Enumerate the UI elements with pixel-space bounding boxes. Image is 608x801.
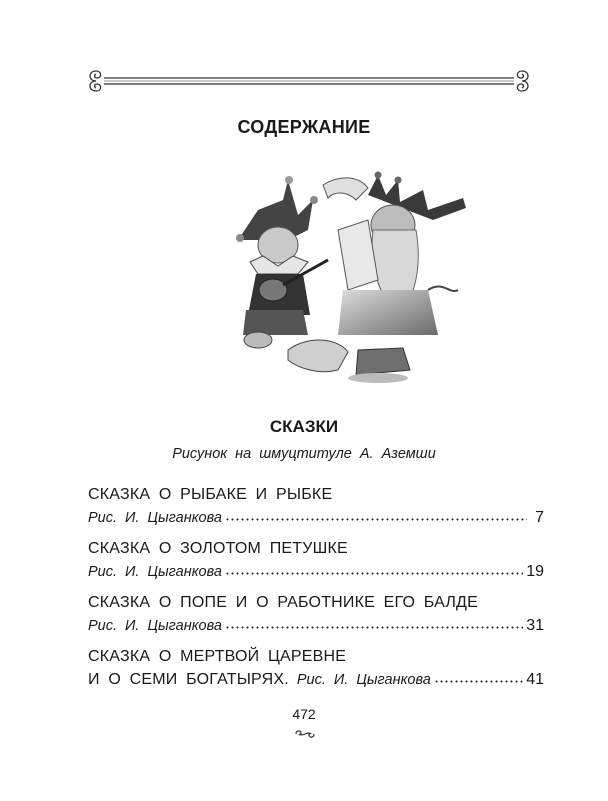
page-title: СОДЕРЖАНИЕ	[237, 117, 371, 137]
toc-entry-page: 31	[526, 617, 544, 634]
jesters-illustration-icon	[228, 170, 478, 385]
toc-entry-title-continued: И О СЕМИ БОГАТЫРЯХ.	[88, 671, 289, 688]
toc-entry[interactable]	[88, 483, 544, 529]
top-ornament-icon	[86, 66, 532, 96]
toc-entry-author: Рис. И. Цыганкова	[296, 672, 431, 688]
toc-entry[interactable]	[88, 537, 544, 583]
toc-entry-line	[88, 669, 544, 691]
section-title: СКАЗКИ	[269, 417, 339, 436]
toc-entry-title: СКАЗКА О МЕРТВОЙ ЦАРЕВНЕ	[88, 648, 347, 665]
toc-entry-title: СКАЗКА О ЗОЛОТОМ ПЕТУШКЕ	[88, 540, 348, 557]
toc-entry-page: 19	[526, 563, 544, 580]
toc-entry-page: 7	[535, 509, 544, 526]
dot-leader	[225, 518, 527, 521]
dot-leader	[225, 572, 523, 575]
toc-entry-author: Рис. И. Цыганкова	[88, 564, 222, 580]
bottom-ornament-icon	[294, 728, 316, 740]
toc-entry-author: Рис. И. Цыганкова	[88, 510, 222, 526]
toc-entry-title: СКАЗКА О РЫБАКЕ И РЫБКЕ	[88, 486, 333, 503]
toc-entry-line	[88, 615, 544, 637]
page-number: 472	[292, 706, 316, 722]
dot-leader	[434, 680, 523, 683]
section-credit: Рисунок на шмуцтитуле А. Аземши	[172, 446, 436, 462]
toc-entry-line	[88, 561, 544, 583]
toc-entry[interactable]	[88, 591, 544, 637]
toc-entry-title: СКАЗКА О ПОПЕ И О РАБОТНИКЕ ЕГО БАЛДЕ	[88, 594, 478, 611]
toc-entry[interactable]	[88, 645, 544, 691]
dot-leader	[225, 626, 523, 629]
toc-entry-line	[88, 507, 544, 529]
toc-entry-author: Рис. И. Цыганкова	[88, 618, 222, 634]
toc-entry-page: 41	[526, 671, 544, 688]
table-of-contents	[88, 483, 544, 699]
